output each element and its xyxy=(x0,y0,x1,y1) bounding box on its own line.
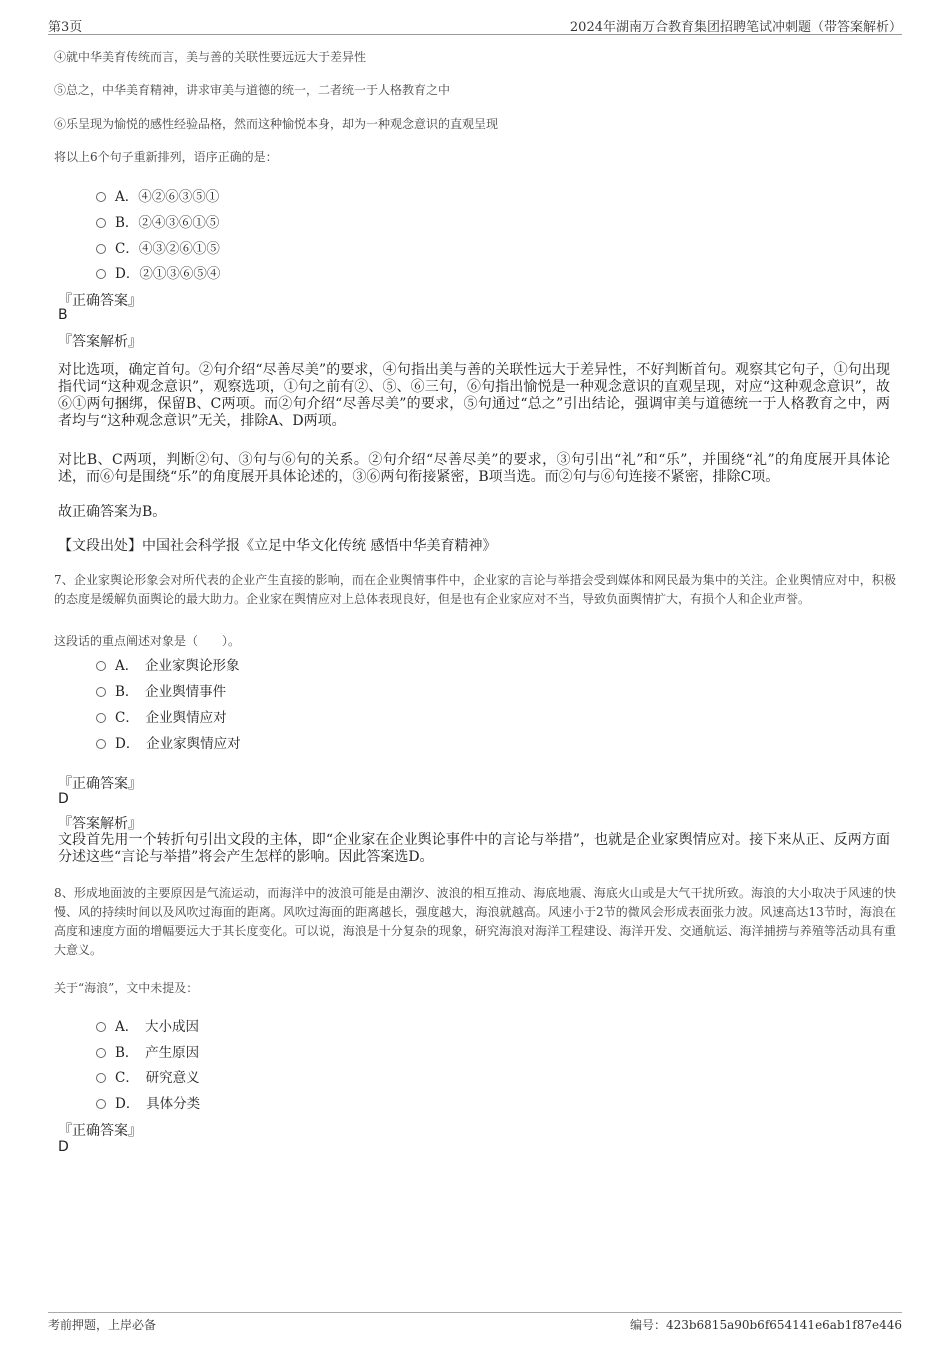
q7-stem: 7、企业家舆论形象会对所代表的企业产生直接的影响，而在企业舆情事件中，企业家的言论与举措会受到媒体和网民最为集中的关注。企业舆情应对中，积极的态度是缓解负面舆论的最大助力。企业家在舆情应对上总体表现良好，但是也有企业家应对不当，导致负面舆情扩大，有损个人和企业声誉。 xyxy=(54,573,896,606)
correct-answer-label: 『正确答案』 xyxy=(58,776,142,792)
radio-icon[interactable] xyxy=(96,244,106,254)
radio-icon[interactable] xyxy=(96,713,106,723)
question-prompt: 将以上6个句子重新排列，语序正确的是： xyxy=(54,150,278,164)
correct-answer-label: 『正确答案』 xyxy=(58,293,142,309)
radio-icon[interactable] xyxy=(96,739,106,749)
page-header xyxy=(48,14,902,35)
analysis-label: 『答案解析』 xyxy=(58,816,142,832)
q8-option-d[interactable]: D． 具体分类 xyxy=(96,1092,200,1112)
radio-icon[interactable] xyxy=(96,1022,106,1032)
q7-option-a[interactable]: A． 企业家舆论形象 xyxy=(96,654,240,674)
q7-option-d[interactable]: D． 企业家舆情应对 xyxy=(96,732,241,752)
document-title: 2024年湖南万合教育集团招聘笔试冲刺题（带答案解析） xyxy=(569,20,902,35)
radio-icon[interactable] xyxy=(96,1073,106,1083)
q8-prompt: 关于“海浪”，文中未提及： xyxy=(54,981,199,995)
q8-stem: 8、形成地面波的主要原因是气流运动，而海洋中的波浪可能是由潮汐、波浪的相互推动、海底地震、海底火山或是大气干扰所致。海浪的大小取决于风速的快慢、风的持续时间以及风吹过海面的距离。风吹过海面的距离越长，强度越大，海浪就越高。风速小于2节的微风会形成表面张力波。风速高达13节时，海浪在高度和速度方面的增幅要远大于其长度变化。可以说，海浪是十分复杂的现象，研究海浪对海洋工程建设、海洋开发、交通航运、海洋捕捞与养殖等活动具有重大意义。 xyxy=(54,886,896,957)
correct-answer-label: 『正确答案』 xyxy=(58,1123,142,1139)
q8-option-c[interactable]: C． 研究意义 xyxy=(96,1066,200,1086)
q7-analysis: 文段首先用一个转折句引出文段的主体，即“企业家在企业舆论事件中的言论与举措”，也就是企业家舆情应对。接下来从正、反两方面分述这些“言论与举措”将会产生怎样的影响。因此答案选D。 xyxy=(58,832,890,865)
footer-slogan: 考前押题，上岸必备 xyxy=(48,1318,157,1332)
analysis-paragraph-2: 对比B、C两项，判断②句、③句与⑥句的关系。②句介绍“尽善尽美”的要求，③句引出“礼”和“乐”，并围绕“礼”的角度展开具体论述，而⑥句是围绕“乐”的角度展开具体论述的，③⑥两句衔接紧密，B项当选。而②句与⑥句连接不紧密，排除C项。 xyxy=(58,452,890,485)
page-footer xyxy=(48,1312,902,1332)
correct-answer: D xyxy=(58,1139,69,1155)
analysis-paragraph-1: 对比选项，确定首句。②句介绍“尽善尽美”的要求，④句指出美与善的关联性远大于差异性，不好判断首句。观察其它句子，①句出现指代词“这种观念意识”，观察选项，①句之前有②、⑤、⑥三句，⑥句指出愉悦是一种观念意识的直观呈现，对应“这种观念意识”，故⑥①两句捆绑，保留B、C两项。而②句介绍“尽善尽美”的要求，⑤句通过“总之”引出结论，强调审美与道德统一于人格教育之中，两者均与“这种观念意识”无关，排除A、D两项。 xyxy=(58,362,890,429)
radio-icon[interactable] xyxy=(96,192,106,202)
source-citation: 【文段出处】中国社会科学报《立足中华文化传统 感悟中华美育精神》 xyxy=(58,538,497,554)
q7-option-b[interactable]: B． 企业舆情事件 xyxy=(96,680,226,700)
page-number: 第3页 xyxy=(48,20,83,35)
radio-icon[interactable] xyxy=(96,1099,106,1109)
sentence-5: ⑤总之，中华美育精神，讲求审美与道德的统一，二者统一于人格教育之中 xyxy=(54,83,451,97)
radio-icon[interactable] xyxy=(96,1048,106,1058)
sentence-6: ⑥乐呈现为愉悦的感性经验品格，然而这种愉悦本身，却为一种观念意识的直观呈现 xyxy=(54,117,499,131)
q6-option-c[interactable]: C．④③②⑥①⑤ xyxy=(96,237,220,257)
radio-icon[interactable] xyxy=(96,661,106,671)
correct-answer: B xyxy=(58,307,68,323)
radio-icon[interactable] xyxy=(96,218,106,228)
analysis-label: 『答案解析』 xyxy=(58,334,142,350)
q7-prompt: 这段话的重点阐述对象是（ ）。 xyxy=(54,634,241,648)
q7-option-c[interactable]: C． 企业舆情应对 xyxy=(96,706,227,726)
radio-icon[interactable] xyxy=(96,687,106,697)
correct-answer: D xyxy=(58,791,69,807)
analysis-conclusion: 故正确答案为B。 xyxy=(58,504,167,520)
q8-option-a[interactable]: A． 大小成因 xyxy=(96,1015,199,1035)
document-id: 编号：423b6815a90b6f654141e6ab1f87e446 xyxy=(629,1318,902,1332)
q6-option-b[interactable]: B．②④③⑥①⑤ xyxy=(96,211,219,231)
q6-option-d[interactable]: D．②①③⑥⑤④ xyxy=(96,262,220,282)
radio-icon[interactable] xyxy=(96,269,106,279)
q6-option-a[interactable]: A．④②⑥③⑤① xyxy=(96,185,219,205)
sentence-4: ④就中华美育传统而言，美与善的关联性要远远大于差异性 xyxy=(54,50,367,64)
q8-option-b[interactable]: B． 产生原因 xyxy=(96,1041,199,1061)
